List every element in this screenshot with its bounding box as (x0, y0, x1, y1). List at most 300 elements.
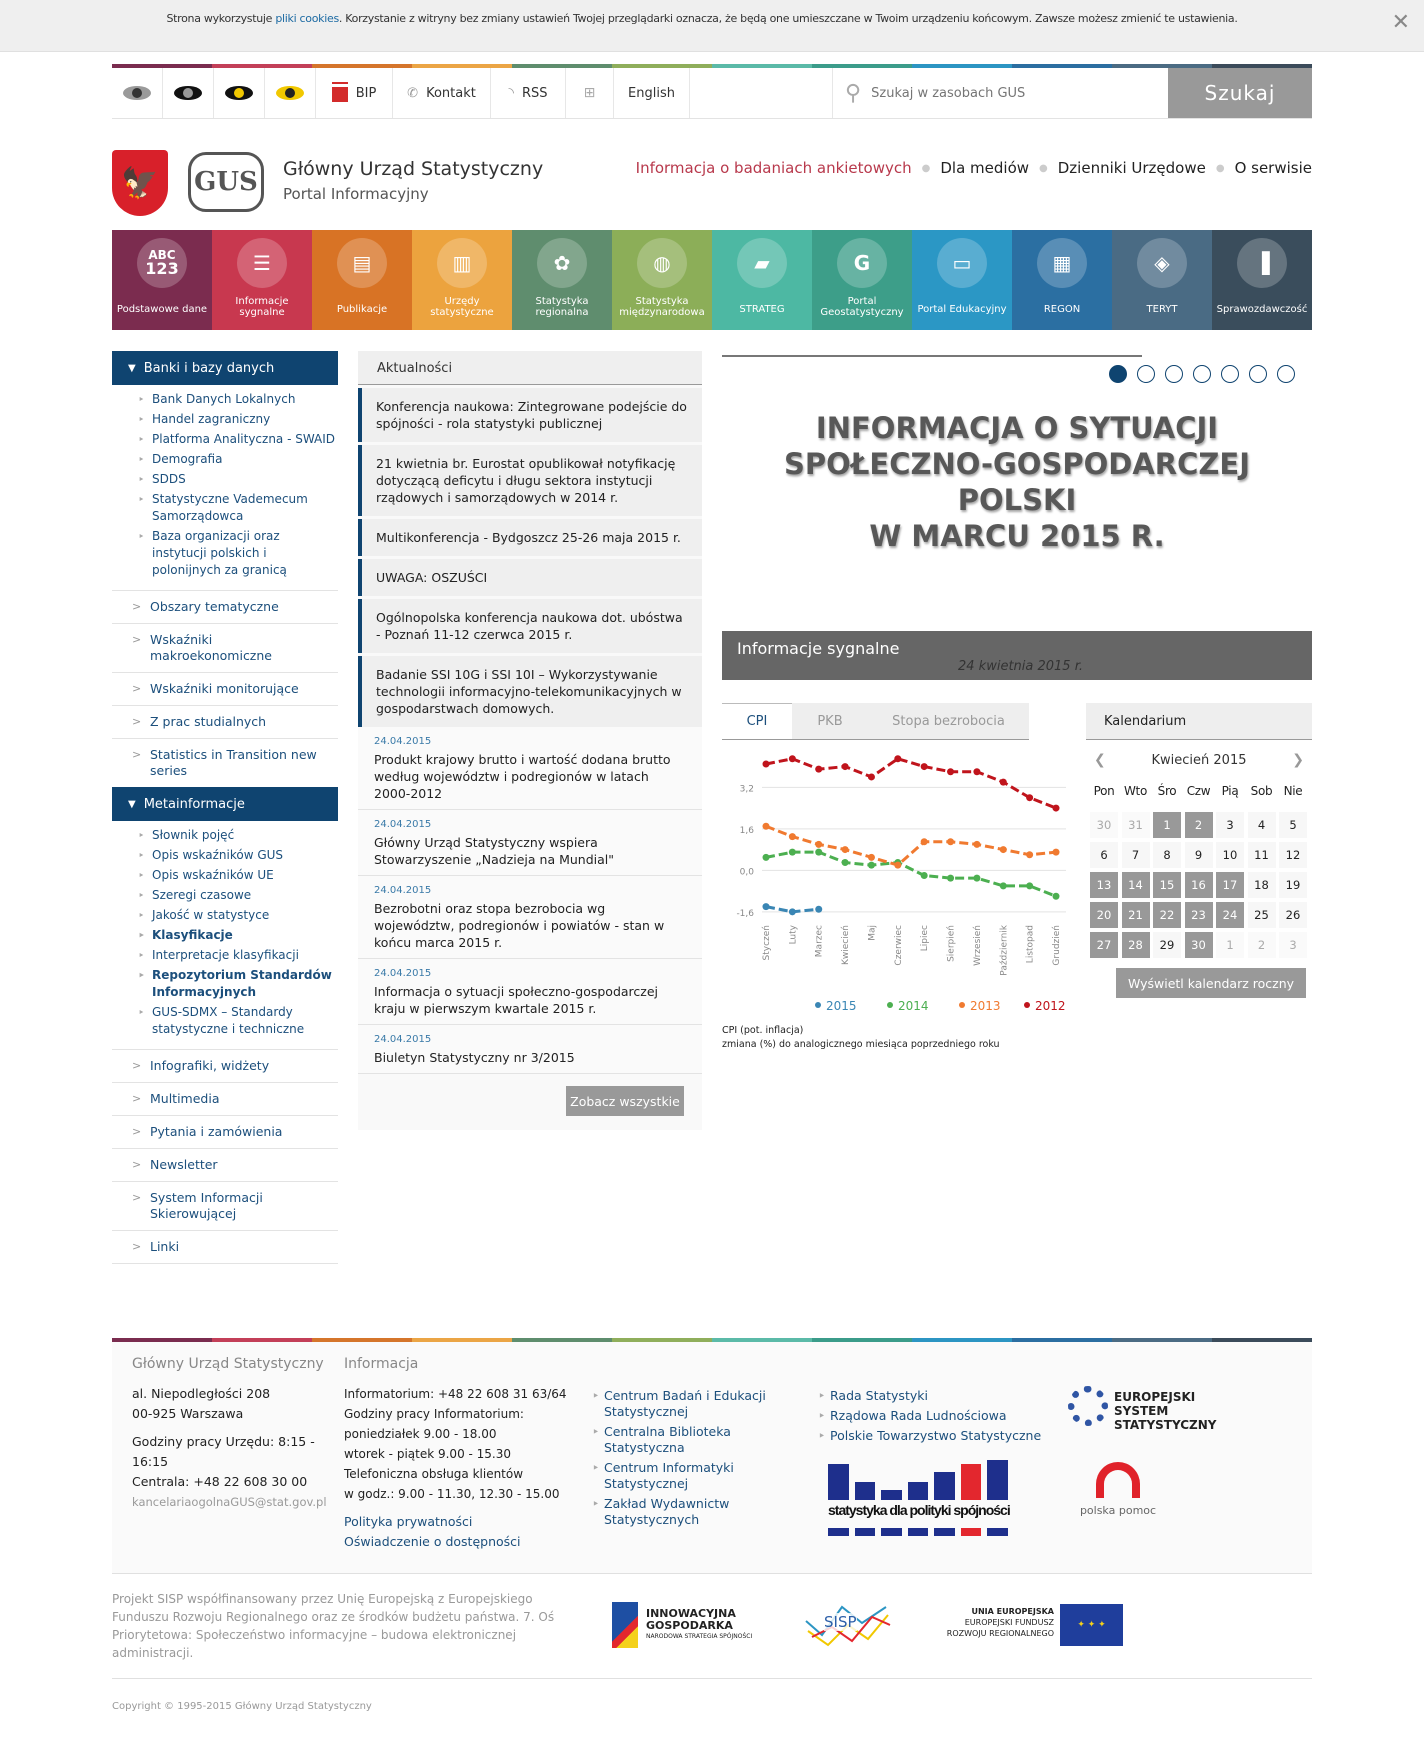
stripe-segment (1112, 1338, 1212, 1342)
footer-link[interactable]: ‣ Centralna Biblioteka Statystyczna (592, 1424, 808, 1456)
footer-link[interactable]: ‣ Rządowa Rada Ludnościowa (818, 1408, 1068, 1424)
data-point-2013[interactable] (947, 838, 954, 845)
data-point-2012[interactable] (1053, 805, 1060, 812)
footer-links-a (592, 1356, 818, 1552)
copyright: Copyright © 1995-2015 Główny Urząd Statystyczny (112, 1701, 372, 1712)
calendar-day[interactable]: 6 (1090, 842, 1118, 868)
cpi-chart (722, 745, 1082, 1020)
tile-label: Sprawozdawczość (1216, 304, 1308, 315)
calendar-day[interactable]: 7 (1122, 842, 1150, 868)
search-button[interactable]: Szukaj (1168, 68, 1312, 118)
search-box (832, 68, 1168, 118)
data-point-2012[interactable] (947, 768, 954, 775)
y-tick-label: 1,6 (739, 825, 754, 836)
cookie-text (40, 12, 1364, 26)
headline-line: POLSKI (957, 483, 1077, 517)
tile-abc-123[interactable] (112, 230, 212, 330)
sidebar-subitem[interactable]: ‣ Handel zagraniczny (138, 411, 338, 428)
x-tick-label: Sierpień (946, 925, 957, 962)
footer-link[interactable]: ‣ Polskie Towarzystwo Statystyczne (818, 1428, 1068, 1444)
stripe-segment (412, 1338, 512, 1342)
tile-label: Statystyka międzynarodowa (619, 296, 705, 318)
sps-logo-underbar (934, 1528, 955, 1536)
topnav-link[interactable]: Informacja o badaniach ankietowych (635, 159, 912, 177)
calendar-day-event[interactable]: 17 (1216, 872, 1244, 898)
sisp-logo-text: SISP (824, 1613, 857, 1631)
sidebar-subitem[interactable]: ‣ Klasyfikacje (138, 927, 338, 944)
stripe-segment (1212, 1338, 1312, 1342)
poland-map-icon: ◈ (1137, 238, 1187, 288)
data-point-2014[interactable] (973, 875, 980, 882)
data-point-2014[interactable] (815, 849, 822, 856)
calendar-day[interactable]: 31 (1122, 812, 1150, 838)
tile-monitor-cursor[interactable] (912, 230, 1012, 330)
cookie-text-after: . Korzystanie z witryny bez zmiany ustawień Twojej przeglądarki oznacza, że będą one umieszczane w Twoim urządzeniu końcowym. Zawsze możesz zmienić te ustawienia. (338, 12, 1238, 25)
gus-logo[interactable]: GUS (188, 152, 264, 212)
sidebar-section-banki[interactable] (112, 351, 338, 385)
tab-pkb[interactable]: PKB (817, 713, 843, 729)
sidebar-subitem[interactable]: ‣ Statystyczne Vademecum Samorządowca (138, 491, 338, 525)
x-tick-label: Grudzień (1052, 925, 1062, 966)
featured-news-item[interactable]: Konferencja naukowa: Zintegrowane podejście do spójności - rola statystyki publicznej (358, 388, 702, 442)
calendar (1086, 703, 1312, 998)
x-tick-label: Wrzesień (972, 925, 983, 966)
topnav-link[interactable]: Dzienniki Urzędowe (1057, 159, 1206, 177)
abc-123-icon: ABC 123 (137, 238, 187, 288)
series-line-2013 (766, 826, 1056, 865)
data-point-2013[interactable] (789, 833, 796, 840)
data-point-2013[interactable] (842, 846, 849, 853)
data-point-2014[interactable] (868, 862, 875, 869)
x-tick-label: Listopad (1025, 925, 1036, 964)
bip-link[interactable] (316, 68, 393, 118)
bip-icon (332, 84, 348, 102)
news-item[interactable] (358, 876, 702, 959)
tile-label: Informacje sygnalne (235, 296, 289, 318)
sidebar-item[interactable]: > Wskaźniki makroekonomiczne (112, 623, 338, 672)
tile-region-map[interactable] (512, 230, 612, 330)
calendar-day-event[interactable]: 27 (1090, 932, 1118, 958)
calendar-day[interactable]: 2 (1248, 932, 1276, 958)
polska-pomoc-arc-icon (1096, 1462, 1140, 1498)
bip-label: BIP (355, 85, 377, 101)
data-point-2013[interactable] (1053, 849, 1060, 856)
sps-logo-bar (855, 1482, 876, 1500)
data-point-2012[interactable] (789, 755, 796, 762)
calendar-day[interactable]: 29 (1153, 932, 1181, 958)
tile-strateg[interactable] (712, 230, 812, 330)
stripe-segment (912, 1338, 1012, 1342)
ig-flag-icon (612, 1602, 638, 1648)
nav-separator: ● (1215, 162, 1225, 174)
footer-col-logos (1068, 1356, 1308, 1552)
calendar-day[interactable]: 10 (1216, 842, 1244, 868)
headline-line: INFORMACJA O SYTUACJI (815, 411, 1219, 445)
sps-logo-bar (934, 1472, 955, 1500)
series-line-2012 (766, 759, 1056, 808)
calendar-day-event[interactable]: 24 (1216, 902, 1244, 928)
footer-link[interactable]: ‣ Zakład Wydawnictw Statystycznych (592, 1496, 808, 1528)
chevron-left-icon[interactable]: ❮ (1094, 752, 1106, 768)
ess-logo-text: STATYSTYCZNY (1114, 1418, 1217, 1432)
slider-dot[interactable] (1277, 365, 1295, 383)
calendar-day-event[interactable]: 16 (1185, 872, 1213, 898)
sidebar-item[interactable]: > Obszary tematyczne (112, 590, 338, 623)
calendar-day[interactable]: 4 (1248, 812, 1276, 838)
tile-label: REGON (1043, 304, 1081, 315)
tile-globe[interactable] (612, 230, 712, 330)
stripe-segment (312, 1338, 412, 1342)
sidebar-subitem[interactable]: ‣ Interpretacje klasyfikacji (138, 947, 338, 964)
slider-dots (1109, 365, 1295, 383)
slider-dot[interactable] (1109, 365, 1127, 383)
footer-org-title: Główny Urząd Statystyczny (132, 1356, 324, 1372)
sidebar-subitem[interactable]: ‣ Szeregi czasowe (138, 887, 338, 904)
x-tick-label: Październik (999, 925, 1010, 976)
top-navigation (636, 159, 1312, 177)
buildings-icon: ▥ (437, 238, 487, 288)
slider-dot[interactable] (1221, 365, 1239, 383)
news-panel (358, 351, 702, 1130)
footer (112, 1338, 1312, 1573)
headline-line: SPOŁECZNO-GOSPODARCZEJ (783, 447, 1251, 481)
sidebar-subitem[interactable]: ‣ Jakość w statystyce (138, 907, 338, 924)
x-tick-label: Styczeń (762, 925, 772, 961)
accessibility-link[interactable]: Oświadczenie o dostępności (344, 1534, 521, 1549)
sps-logo-underbar (987, 1528, 1008, 1536)
innowacyjna-gospodarka-logo[interactable] (612, 1602, 772, 1650)
news-item[interactable] (358, 727, 702, 810)
tile-bar-chart[interactable] (1212, 230, 1312, 330)
project-funding-text: Projekt SISP współfinansowany przez Unię Europejską z Europejskiego Funduszu Rozwoju Regionalnego oraz ze środków budżetu państwa. 7. Oś Priorytetowa: Społeczeństwo informacyjne – budowa elektronicznej administracji. (112, 1592, 555, 1660)
sidebar-section-title: Metainformacje (143, 796, 245, 812)
slider-dot[interactable] (1249, 365, 1267, 383)
sps-logo-underbar (828, 1528, 849, 1536)
signals-tabs (722, 703, 1029, 740)
data-point-2012[interactable] (842, 763, 849, 770)
footer-link[interactable]: ‣ Centrum Badań i Edukacji Statystycznej (592, 1388, 808, 1420)
sidebar-item[interactable]: > Infografiki, widżety (112, 1049, 338, 1082)
sidebar-item[interactable]: > Z prac studialnych (112, 705, 338, 738)
contact-link[interactable] (393, 68, 491, 118)
calendar-day-event[interactable]: 20 (1090, 902, 1118, 928)
eu-logo-text: EUROPEJSKI FUNDUSZ (964, 1618, 1054, 1627)
region-map-icon: ✿ (537, 238, 587, 288)
sps-logo[interactable] (828, 1460, 1008, 1546)
data-point-2014[interactable] (789, 849, 796, 856)
sidebar-submenu (112, 821, 338, 1049)
slider-dot[interactable] (1193, 365, 1211, 383)
site-title[interactable]: Główny Urząd Statystyczny (283, 158, 544, 180)
topnav-link[interactable]: Dla mediów (940, 159, 1030, 177)
sidebar-subitem[interactable]: ‣ Bank Danych Lokalnych (138, 391, 338, 408)
tab-stopa-bezrobocia[interactable]: Stopa bezrobocia (892, 713, 1005, 729)
news-item[interactable] (358, 1025, 702, 1074)
data-point-2014[interactable] (1026, 882, 1033, 889)
sidebar-item[interactable]: > Pytania i zamówienia (112, 1115, 338, 1148)
data-point-2014[interactable] (947, 875, 954, 882)
stripe-segment (712, 1338, 812, 1342)
calendar-day-event[interactable]: 14 (1122, 872, 1150, 898)
calendar-day[interactable]: 30 (1090, 812, 1118, 838)
sidebar-subitem[interactable]: ‣ Opis wskaźników UE (138, 867, 338, 884)
calendar-day[interactable]: 3 (1279, 932, 1307, 958)
data-point-2014[interactable] (1053, 893, 1060, 900)
featured-news-item[interactable]: UWAGA: OSZUŚCI (358, 559, 702, 596)
footer-col-links-b (818, 1356, 1068, 1552)
sidebar-item[interactable]: > Wskaźniki monitorujące (112, 672, 338, 705)
calendar-day-event[interactable]: 23 (1185, 902, 1213, 928)
chevron-down-icon: ▼ (128, 362, 136, 374)
calendar-day[interactable]: 19 (1279, 872, 1307, 898)
tile-speech-bubbles[interactable] (212, 230, 312, 330)
data-point-2014[interactable] (763, 854, 770, 861)
featured-news-item[interactable]: Badanie SSI 10G i SSI 10I – Wykorzystywanie technologii informacyjno-telekomunikacyjnych w gospodarstwach domowych. (358, 656, 702, 727)
nav-separator: ● (921, 162, 931, 174)
search-input[interactable] (871, 86, 1131, 101)
data-point-2013[interactable] (815, 841, 822, 848)
eu-logo-text: ROZWOJU REGIONALNEGO (946, 1629, 1054, 1638)
document-key-icon: ▦ (1037, 238, 1087, 288)
info-line: Telefoniczna obsługa klientów (344, 1467, 524, 1481)
footer-link[interactable]: ‣ Rada Statystyki (818, 1388, 1068, 1404)
news-title: Główny Urząd Statystyczny wspiera Stowarzyszenie „Nadzieja na Mundial" (374, 835, 615, 867)
slider-headline[interactable] (722, 410, 1312, 554)
news-date: 24.04.2015 (374, 1034, 432, 1045)
tile-document-key[interactable] (1012, 230, 1112, 330)
top-toolbar (112, 64, 1312, 119)
news-item[interactable] (358, 959, 702, 1025)
footer-link[interactable]: ‣ Centrum Informatyki Statystycznej (592, 1460, 808, 1492)
ig-logo-text: INNOWACYJNA (646, 1607, 736, 1620)
contrast-yellow-black-button[interactable] (265, 68, 316, 118)
sidebar-section-metainformacje[interactable] (112, 787, 338, 821)
tab-cpi[interactable]: CPI (722, 703, 792, 739)
slider-dot[interactable] (1165, 365, 1183, 383)
data-point-2013[interactable] (894, 862, 901, 869)
calendar-day[interactable]: 26 (1279, 902, 1307, 928)
tile-geostat-g[interactable] (812, 230, 912, 330)
sidebar-subitem[interactable]: ‣ Opis wskaźników GUS (138, 847, 338, 864)
calendar-day-event[interactable]: 13 (1090, 872, 1118, 898)
series-line-2014 (766, 852, 1056, 896)
annual-calendar-button[interactable]: Wyświetl kalendarz roczny (1116, 968, 1306, 998)
polska-pomoc-logo[interactable] (1068, 1462, 1168, 1537)
tile-label: Portal Edukacyjny (917, 304, 1007, 315)
data-point-2014[interactable] (1000, 882, 1007, 889)
info-line: Informatorium: +48 22 608 31 63/64 (344, 1387, 567, 1401)
data-point-2013[interactable] (1000, 846, 1007, 853)
footer-col-info (344, 1356, 592, 1552)
sisp-logo[interactable] (802, 1601, 894, 1651)
data-point-2013[interactable] (763, 823, 770, 830)
contrast-black-white-button[interactable] (163, 68, 214, 118)
x-tick-label: Maj (867, 925, 878, 941)
close-icon[interactable]: ✕ (1391, 10, 1410, 35)
slider-dot[interactable] (1137, 365, 1155, 383)
weekday-label: Śro (1157, 784, 1177, 798)
sidebar-subitem[interactable]: ‣ Repozytorium Standardów Informacyjnych (138, 967, 338, 1001)
data-point-2012[interactable] (1026, 794, 1033, 801)
data-point-2014[interactable] (842, 859, 849, 866)
sidebar-item[interactable]: > System Informacji Skierowującej (112, 1181, 338, 1230)
sitemap-link[interactable] (566, 68, 614, 118)
signals-chart-panel (722, 703, 1082, 1052)
calendar-day-event[interactable]: 30 (1185, 932, 1213, 958)
calendar-grid (1086, 780, 1312, 958)
data-point-2012[interactable] (868, 773, 875, 780)
eye-black-icon (174, 86, 202, 100)
featured-news-item[interactable]: Multikonferencja - Bydgoszcz 25-26 maja 2015 r. (358, 519, 702, 556)
x-tick-label: Czerwiec (893, 925, 904, 966)
data-point-2013[interactable] (921, 838, 928, 845)
calendar-day[interactable]: 11 (1248, 842, 1276, 868)
eye-grey-icon (123, 86, 151, 100)
data-point-2014[interactable] (921, 872, 928, 879)
contrast-black-yellow-button[interactable] (214, 68, 265, 118)
weekday-label: Sob (1250, 784, 1273, 798)
signals-title: Informacje sygnalne (737, 639, 900, 658)
tile-label: Statystyka regionalna (535, 296, 589, 318)
rss-label: RSS (521, 85, 548, 101)
page-bottom (112, 1338, 1312, 1742)
tile-label: Portal Geostatystyczny (820, 296, 904, 318)
calendar-day-event[interactable]: 21 (1122, 902, 1150, 928)
legend-label[interactable]: 2012 (1035, 999, 1066, 1013)
sps-logo-bar (987, 1460, 1008, 1500)
eye-yellow-icon (276, 86, 304, 100)
tile-label: Podstawowe dane (116, 304, 208, 315)
topnav-link[interactable]: O serwisie (1234, 159, 1312, 177)
ess-logo-text: SYSTEM (1114, 1404, 1169, 1418)
contact-label: Kontakt (426, 85, 476, 101)
sidebar-subitem[interactable]: ‣ Słownik pojęć (138, 827, 338, 844)
sidebar-item[interactable]: > Linki (112, 1230, 338, 1264)
sidebar-subitem[interactable]: ‣ GUS-SDMX – Standardy statystyczne i techniczne (138, 1004, 338, 1038)
ess-logo[interactable] (1068, 1382, 1228, 1446)
legend-marker (887, 1002, 893, 1008)
data-point-2015[interactable] (763, 903, 770, 910)
stripe-segment (212, 1338, 312, 1342)
rss-link[interactable] (491, 68, 566, 118)
calendar-day-event[interactable]: 28 (1122, 932, 1150, 958)
info-line: Godziny pracy Informatorium: (344, 1407, 524, 1421)
bar-chart-icon: ▐ (1237, 238, 1287, 288)
data-point-2012[interactable] (921, 763, 928, 770)
calendar-day-event[interactable]: 2 (1185, 812, 1213, 838)
data-point-2015[interactable] (789, 908, 796, 915)
eagle-icon: 🦅 (121, 165, 159, 201)
footer-policy-links (344, 1512, 592, 1552)
tile-buildings[interactable] (412, 230, 512, 330)
calendar-day-event[interactable]: 22 (1153, 902, 1181, 928)
data-point-2015[interactable] (815, 906, 822, 913)
y-tick-label: -1,6 (736, 908, 754, 919)
eu-fund-logo[interactable] (924, 1604, 1124, 1648)
chart-caption-subtitle: zmiana (%) do analogicznego miesiąca poprzedniego roku (722, 1039, 1000, 1050)
sidebar-item[interactable]: > Newsletter (112, 1148, 338, 1181)
calendar-day-event[interactable]: 15 (1153, 872, 1181, 898)
legend-label[interactable]: 2013 (970, 999, 1001, 1013)
sidebar-item[interactable]: > Multimedia (112, 1082, 338, 1115)
calendar-day-event[interactable]: 1 (1153, 812, 1181, 838)
sps-logo-underbar (908, 1528, 929, 1536)
cookie-policy-link[interactable]: pliki cookies (275, 12, 339, 25)
sidebar (112, 351, 338, 1264)
sps-logo-bar (961, 1464, 982, 1500)
tile-label: Publikacje (336, 304, 388, 315)
chevron-right-icon[interactable]: ❯ (1292, 752, 1304, 768)
calendar-day[interactable]: 12 (1279, 842, 1307, 868)
signals-date: 24 kwietnia 2015 r. (958, 659, 1083, 674)
stripe-segment (612, 1338, 712, 1342)
data-point-2013[interactable] (1026, 851, 1033, 858)
weekday-label: Pon (1093, 784, 1115, 798)
english-link[interactable] (614, 68, 690, 118)
service-tiles (112, 230, 1312, 330)
calendar-day[interactable]: 8 (1153, 842, 1181, 868)
sps-logo-underbar (855, 1528, 876, 1536)
data-point-2012[interactable] (815, 766, 822, 773)
sps-logo-underbar (961, 1528, 982, 1536)
data-point-2012[interactable] (894, 755, 901, 762)
y-tick-label: 3,2 (739, 784, 754, 795)
featured-news-item[interactable]: 21 kwietnia br. Eurostat opublikował notyfikację dotyczącą deficytu i długu sektora instytucji rządowych i samorządowych w 2014 r. (358, 445, 702, 516)
data-point-2013[interactable] (868, 854, 875, 861)
search-icon: ⚲ (845, 80, 862, 106)
sidebar-subitem[interactable]: ‣ Baza organizacji oraz instytucji polskich i polonijnych za granicą (138, 528, 338, 579)
sidebar-item[interactable]: > Statistics in Transition new series (112, 738, 338, 787)
sidebar-subitem[interactable]: ‣ SDDS (138, 471, 338, 488)
eu-logo-text: UNIA EUROPEJSKA (971, 1607, 1054, 1616)
see-all-button[interactable]: Zobacz wszystkie (566, 1086, 684, 1116)
legend-label[interactable]: 2014 (898, 999, 929, 1013)
tile-label: STRATEG (739, 304, 785, 315)
data-point-2012[interactable] (763, 760, 770, 767)
footer-info-title: Informacja (344, 1356, 419, 1372)
weekday-label: Nie (1283, 784, 1303, 798)
contrast-default-button[interactable] (112, 68, 163, 118)
nav-separator: ● (1039, 162, 1048, 174)
sidebar-subitem[interactable]: ‣ Demografia (138, 451, 338, 468)
footer-address (132, 1384, 344, 1512)
footer-info (344, 1384, 592, 1504)
calendar-day[interactable]: 5 (1279, 812, 1307, 838)
data-point-2012[interactable] (973, 768, 980, 775)
calendar-title: Kalendarium (1086, 703, 1312, 740)
calendar-day[interactable]: 18 (1248, 872, 1276, 898)
calendar-day[interactable]: 3 (1216, 812, 1244, 838)
tile-label: TERYT (1146, 304, 1178, 315)
legend-label[interactable]: 2015 (826, 999, 857, 1013)
tile-calendar-list[interactable] (312, 230, 412, 330)
chevron-down-icon: ▼ (128, 798, 136, 810)
sitemap-icon: ⊞ (583, 85, 596, 101)
calendar-day[interactable]: 1 (1216, 932, 1244, 958)
sps-logo-text: statystyka dla polityki spójności (828, 1502, 1010, 1518)
stripe-segment (512, 1338, 612, 1342)
privacy-link[interactable]: Polityka prywatności (344, 1514, 473, 1529)
news-item[interactable] (358, 810, 702, 876)
data-point-2012[interactable] (1000, 779, 1007, 786)
featured-news-item[interactable]: Ogólnopolska konferencja naukowa dot. ubóstwa - Poznań 11-12 czerwca 2015 r. (358, 599, 702, 653)
calendar-day[interactable]: 25 (1248, 902, 1276, 928)
tile-poland-map[interactable] (1112, 230, 1212, 330)
calendar-day[interactable]: 9 (1185, 842, 1213, 868)
data-point-2013[interactable] (973, 841, 980, 848)
sidebar-subitem[interactable]: ‣ Platforma Analityczna - SWAID (138, 431, 338, 448)
email-link[interactable]: kancelariaogolnaGUS@stat.gov.pl (132, 1495, 327, 1509)
